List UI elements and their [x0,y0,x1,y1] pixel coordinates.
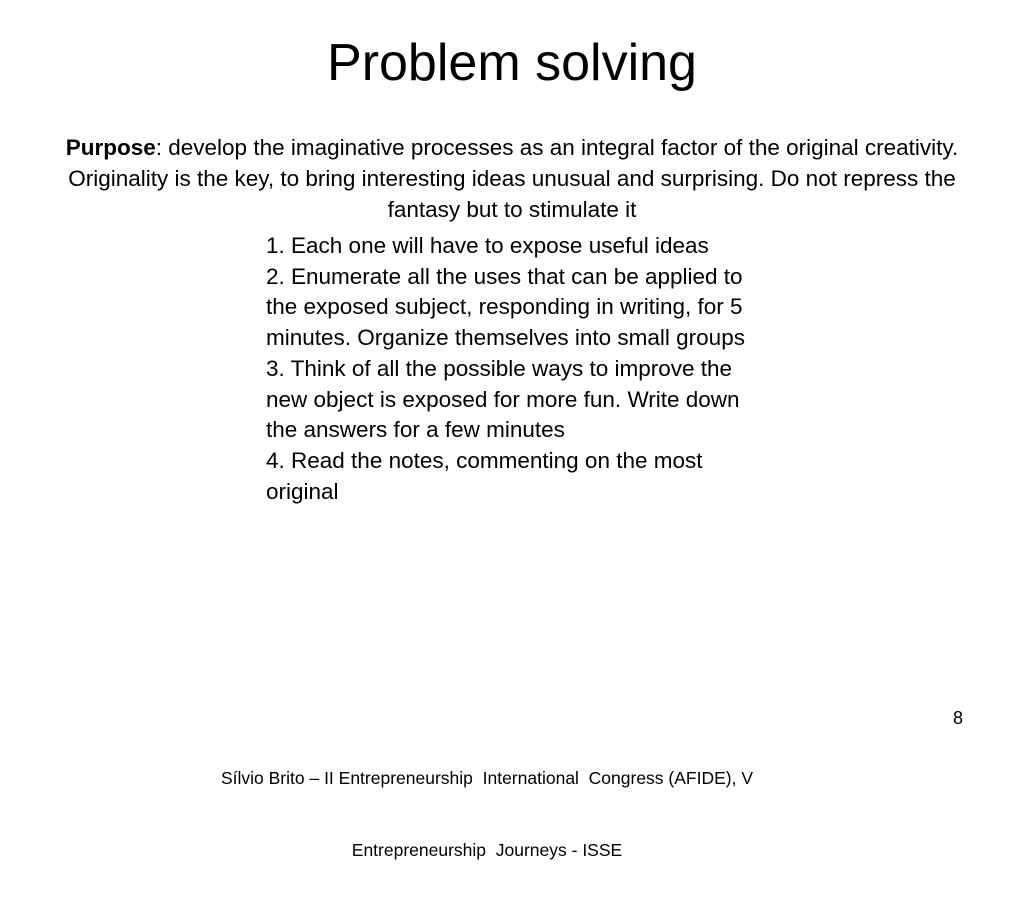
page-number: 8 [952,708,963,728]
purpose-label: Purpose [65,135,156,160]
step-item: 1. Each one will have to expose useful ideas [266,233,709,258]
steps-list [266,231,761,507]
footer-line: Entrepreneurship Journeys - ISSE [351,840,623,860]
step-item: 3. Think of all the possible ways to improve the new object is exposed for more fun. Write down the answers for a few minutes [266,355,740,443]
slide-title: Problem solving [327,34,697,92]
footer [150,718,824,910]
purpose-paragraph [40,132,984,225]
step-item: 4. Read the notes, commenting on the most original [266,447,703,504]
purpose-text: : develop the imaginative processes as an integral factor of the original creativity. Originality is the key, to bring interesting ideas unusual and surprising. Do not repress the fantasy but to stimulate it [68,135,959,222]
step-item: 2. Enumerate all the uses that can be applied to the exposed subject, responding in writing, for 5 minutes. Organize themselves into small groups [266,263,745,351]
footer-line: Sílvio Brito – II Entrepreneurship International Congress (AFIDE), V [220,768,754,788]
